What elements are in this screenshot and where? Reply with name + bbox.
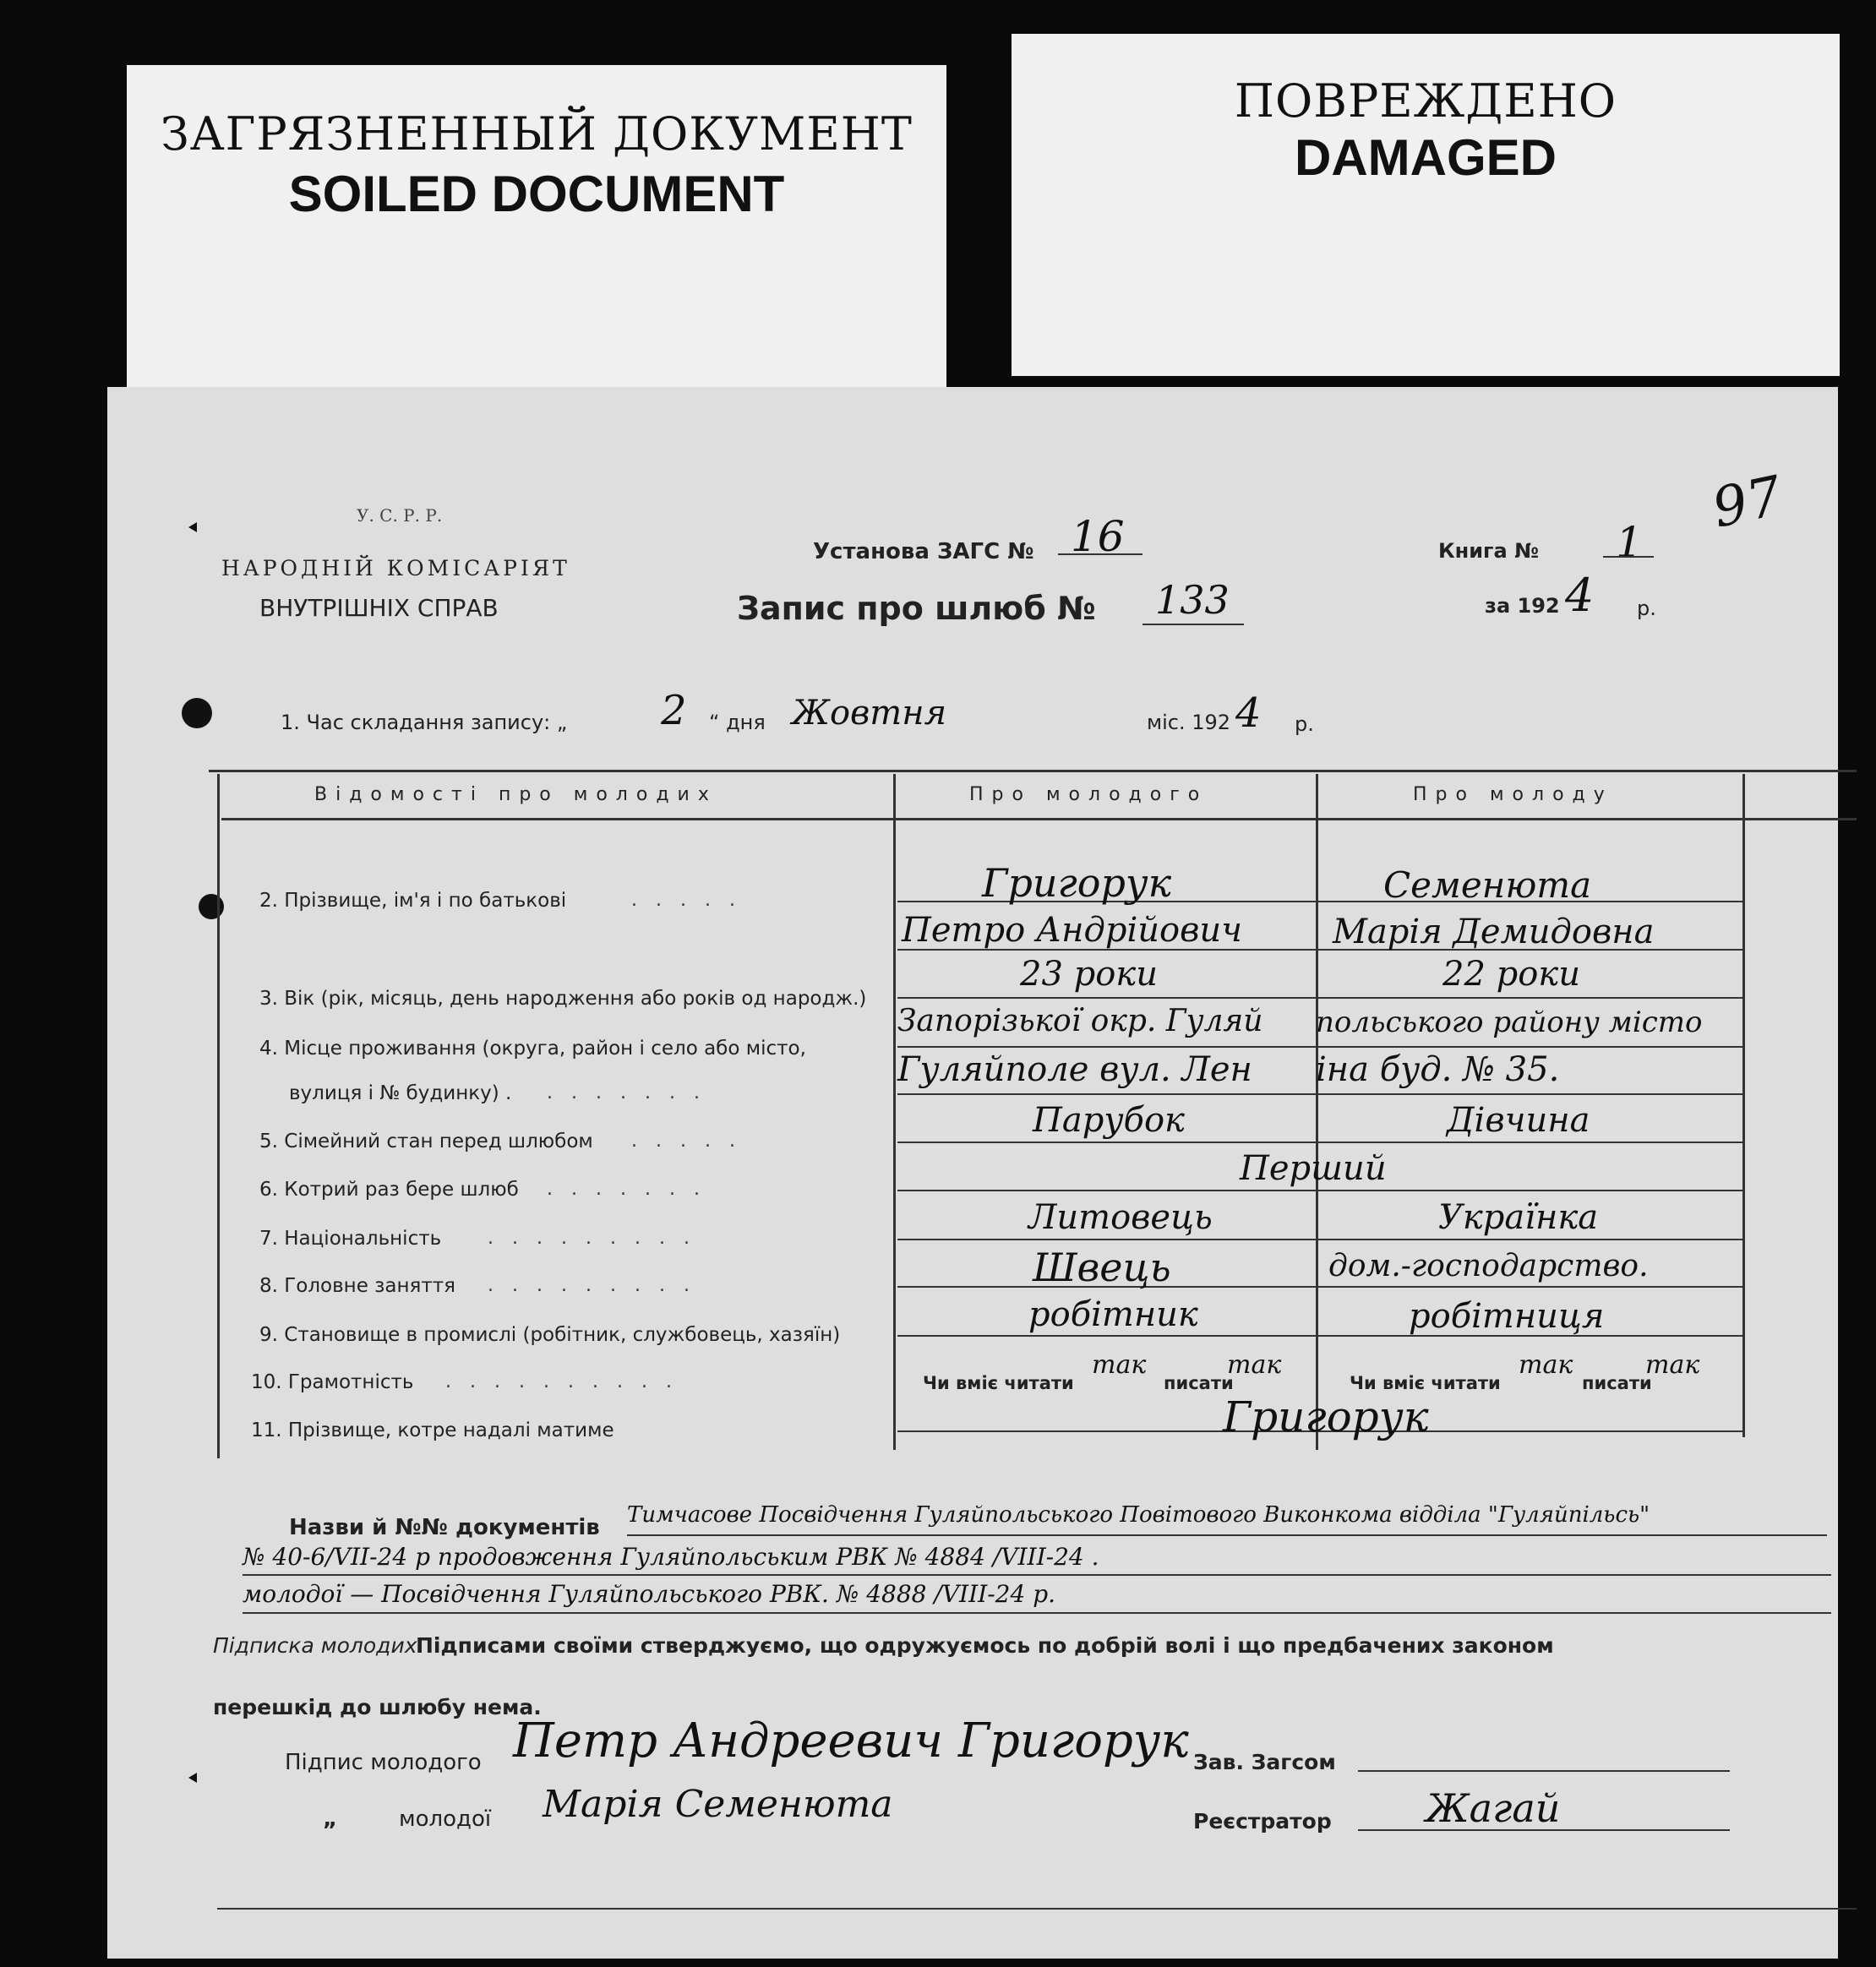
- bride-signature-label: молодої: [399, 1806, 492, 1832]
- date-suffix: р.: [1295, 712, 1314, 736]
- row-rule: [897, 1142, 1742, 1143]
- row-rule: [897, 1239, 1742, 1240]
- leader-dots: ..........: [445, 1371, 690, 1392]
- book-number-line: [1603, 556, 1654, 558]
- bride-age: 22 роки: [1442, 955, 1580, 994]
- table-head-groom: Про молодого: [969, 784, 1208, 805]
- row-label-marital: 5. Сімейний стан перед шлюбом: [259, 1131, 593, 1152]
- table-col-divider: [893, 774, 896, 1450]
- table-left-border: [217, 774, 220, 1458]
- leader-dots: .....: [631, 890, 754, 911]
- damaged-label: [1012, 34, 1840, 376]
- leader-dots: .........: [488, 1228, 708, 1249]
- table-col-divider: [1316, 774, 1318, 1450]
- bride-position: робітниця: [1409, 1297, 1605, 1336]
- groom-literacy-write: так: [1227, 1350, 1282, 1380]
- page-number-mark: 97: [1707, 465, 1788, 541]
- bride-literacy-write-label: писати: [1582, 1373, 1652, 1393]
- bride-residence-2: іна буд. № 35.: [1316, 1050, 1560, 1089]
- margin-tick: [188, 522, 197, 532]
- soiled-document-label: [127, 65, 946, 399]
- record-number-line: [1143, 624, 1244, 625]
- record-year-digit: 4: [1565, 569, 1595, 622]
- row-label-position: 9. Становище в промислі (робітник, службовець, хазяїн): [259, 1324, 841, 1346]
- marriage-record-sheet: [107, 387, 1838, 1959]
- date-month: Жовтня: [792, 694, 947, 733]
- documents-line-3: молодої — Посвідчення Гуляйпольського РВК. № 4888 /VIII-24 р.: [243, 1580, 1056, 1608]
- row-label-future-surname: 11. Прізвище, котре надалі матиме: [251, 1419, 614, 1441]
- row-rule: [897, 1286, 1742, 1288]
- groom-surname: Григорук: [982, 860, 1172, 906]
- date-day: 2: [661, 687, 687, 734]
- zags-label: Установа ЗАГС №: [813, 539, 1034, 564]
- documents-line-rule: [243, 1574, 1831, 1576]
- groom-literacy-read: так: [1092, 1350, 1147, 1380]
- documents-line-2: № 40-6/VII-24 р продовження Гуляйпольським РВК № 4884 /VIII-24 .: [243, 1543, 1099, 1571]
- leader-dots: .........: [488, 1275, 708, 1296]
- row-label-occupation: 8. Головне заняття: [259, 1275, 456, 1297]
- groom-age: 23 роки: [1020, 955, 1158, 994]
- groom-nationality: Литовець: [1028, 1198, 1213, 1237]
- registrar-signature: Жагай: [1426, 1785, 1561, 1831]
- bride-nationality: Українка: [1438, 1198, 1599, 1237]
- documents-line-1: Тимчасове Посвідчення Гуляйпольського Повітового Виконкома відділа "Гуляйпільсь": [627, 1502, 1650, 1528]
- groom-status: Парубок: [1033, 1101, 1185, 1140]
- bride-literacy-read: так: [1519, 1350, 1573, 1380]
- damaged-label-ru: ПОВРЕЖДЕНО: [1234, 74, 1617, 128]
- soiled-label-ru: ЗАГРЯЗНЕННЫЙ ДОКУМЕНТ: [161, 107, 913, 161]
- marriage-count: Перший: [1240, 1149, 1387, 1188]
- punch-hole: [182, 698, 212, 728]
- row-rule: [897, 1093, 1742, 1095]
- date-year-prefix: міс. 192: [1147, 711, 1231, 734]
- commissariat-label: НАРОДНІЙ КОМІСАРІЯТ: [221, 556, 570, 580]
- row-label-address: вулиця і № будинку) .: [289, 1082, 512, 1104]
- table-right-border: [1742, 774, 1745, 1437]
- bride-signature-prefix: „: [323, 1806, 338, 1832]
- punch-hole: [199, 894, 224, 919]
- date-label: 1. Час складання запису: „: [281, 711, 568, 734]
- bride-literacy-read-label: Чи вміє читати: [1350, 1373, 1501, 1393]
- documents-line-rule: [627, 1534, 1827, 1536]
- groom-signature-label: Підпис молодого: [285, 1750, 482, 1775]
- record-number: 133: [1155, 577, 1230, 623]
- documents-line-rule: [243, 1612, 1831, 1614]
- bottom-rule: [217, 1908, 1857, 1910]
- bride-occupation: дом.-господарство.: [1328, 1249, 1649, 1283]
- head-of-zags-label: Зав. Загсом: [1193, 1750, 1336, 1774]
- future-surname: Григорук: [1223, 1392, 1429, 1441]
- table-header-border: [221, 818, 1857, 820]
- zags-number: 16: [1071, 512, 1125, 561]
- bride-signature: Марія Семенюта: [543, 1783, 893, 1826]
- groom-position: робітник: [1028, 1295, 1198, 1334]
- bride-residence-1: польського району місто: [1316, 1005, 1703, 1039]
- groom-signature: Петр Андреевич Григорук: [513, 1714, 1189, 1768]
- table-head-info: Відомості про молодих: [314, 784, 717, 805]
- groom-residence-2: Гуляйполе вул. Лен: [897, 1050, 1252, 1089]
- bride-literacy-write: так: [1645, 1350, 1700, 1380]
- row-label-residence: 4. Місце проживання (округа, район і село або місто,: [259, 1038, 806, 1060]
- margin-tick: [188, 1773, 197, 1783]
- leader-dots: .....: [631, 1131, 754, 1152]
- damaged-label-en: DAMAGED: [1295, 129, 1557, 186]
- leader-dots: .......: [547, 1179, 718, 1200]
- date-mid: “ дня: [709, 711, 766, 734]
- row-rule: [897, 1335, 1742, 1337]
- internal-affairs-label: ВНУТРІШНІХ СПРАВ: [259, 594, 499, 622]
- declaration-prefix: Підписка молодих.: [213, 1633, 424, 1658]
- row-label-age: 3. Вік (рік, місяць, день народження або років од народж.): [259, 988, 867, 1010]
- row-label-times: 6. Котрий раз бере шлюб: [259, 1179, 519, 1201]
- bride-status: Дівчина: [1447, 1101, 1590, 1140]
- declaration-text-2: перешкід до шлюбу нема.: [213, 1695, 542, 1719]
- row-rule: [897, 997, 1742, 999]
- groom-name: Петро Андрійович: [902, 911, 1243, 950]
- groom-literacy-read-label: Чи вміє читати: [923, 1373, 1074, 1393]
- head-of-zags-line: [1358, 1770, 1730, 1772]
- groom-literacy-write-label: писати: [1164, 1373, 1234, 1393]
- year-suffix: р.: [1637, 597, 1656, 620]
- record-title: Запис про шлюб №: [737, 590, 1096, 627]
- bride-name: Марія Демидовна: [1333, 913, 1655, 951]
- row-label-name: 2. Прізвище, ім'я і по батькові: [259, 890, 567, 912]
- table-top-border: [209, 770, 1857, 772]
- ussr-label: У. С. Р. Р.: [357, 505, 443, 526]
- documents-label: Назви й №№ документів: [289, 1515, 600, 1540]
- row-label-literacy: 10. Грамотність: [251, 1371, 414, 1393]
- leader-dots: .......: [547, 1082, 718, 1103]
- row-label-nationality: 7. Національність: [259, 1228, 442, 1250]
- soiled-label-en: SOILED DOCUMENT: [288, 166, 785, 222]
- year-label: за 192: [1485, 594, 1560, 618]
- declaration-text: Підписами своїми стверджуємо, що одружуємось по добрій волі і що предбачених законом: [416, 1633, 1554, 1658]
- date-year-digit: 4: [1235, 689, 1262, 737]
- row-rule: [897, 1046, 1742, 1048]
- bride-surname: Семенюта: [1383, 864, 1592, 906]
- registrar-label: Реєстратор: [1193, 1809, 1332, 1834]
- registrar-line: [1358, 1829, 1730, 1831]
- book-label: Книга №: [1438, 539, 1539, 563]
- book-number: 1: [1616, 518, 1643, 567]
- groom-occupation: Швець: [1033, 1245, 1171, 1290]
- table-head-bride: Про молоду: [1413, 784, 1613, 805]
- groom-residence-1: Запорізької окр. Гуляй: [897, 1004, 1263, 1038]
- row-rule: [897, 1190, 1742, 1191]
- zags-number-line: [1058, 553, 1143, 555]
